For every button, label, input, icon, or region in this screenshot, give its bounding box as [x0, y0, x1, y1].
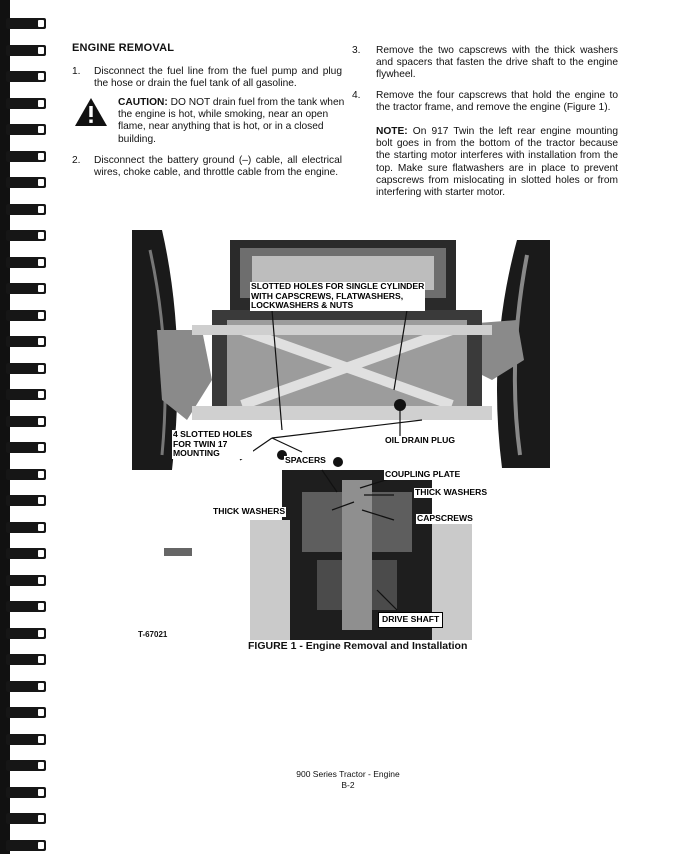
step-text: Remove the two capscrews with the thick washers and spacers that fasten the drive shaft to the engine flywheel. — [376, 45, 618, 81]
engine-photo-figure — [132, 230, 550, 642]
binding-ring — [6, 18, 46, 29]
binding-ring — [6, 734, 46, 745]
label-capscrews: CAPSCREWS — [417, 513, 473, 523]
label-slotted-holes-single: SLOTTED HOLES FOR SINGLE CYLINDER WITH CAPSCREWS, FLATWASHERS, LOCKWASHERS & NUTS — [251, 281, 425, 310]
binding-ring — [6, 575, 46, 586]
step-text: Disconnect the fuel line from the fuel pump and plug the hose or drain the fuel tank of all gasoline. — [94, 66, 342, 90]
binding-ring — [6, 628, 46, 639]
binding-ring — [6, 230, 46, 241]
binding-ring — [6, 124, 46, 135]
binding-ring — [6, 707, 46, 718]
binding-ring — [6, 840, 46, 851]
binding-ring — [6, 151, 46, 162]
caution-text: DO NOT drain fuel from the tank when the engine is hot, while smoking, near an open flame, near anything that is hot, or in a closed building. — [118, 97, 345, 145]
figure-code: T-67021 — [138, 630, 168, 639]
binding-ring — [6, 257, 46, 268]
manual-page — [48, 0, 700, 854]
binding-ring — [6, 787, 46, 798]
footer-title: 900 Series Tractor - Engine — [296, 769, 400, 779]
label-thick-washers-right: THICK WASHERS — [415, 487, 488, 497]
binding-ring — [6, 204, 46, 215]
warning-triangle-icon — [74, 97, 108, 127]
binding-ring — [6, 283, 46, 294]
step-text: Disconnect the battery ground (–) cable, all electrical wires, choke cable, and throttle cable from the engine. — [94, 155, 342, 179]
binding-ring — [6, 654, 46, 665]
binding-ring — [6, 469, 46, 480]
note-label: NOTE: — [376, 126, 408, 137]
step-number: 3. — [352, 45, 361, 56]
binding-ring — [6, 760, 46, 771]
binding-ring — [6, 310, 46, 321]
label-drive-shaft: DRIVE SHAFT — [378, 612, 443, 628]
binding-ring — [6, 416, 46, 427]
binding-ring — [6, 548, 46, 559]
binding-ring — [6, 71, 46, 82]
note-text: On 917 Twin the left rear engine mounting bolt goes in from the bottom of the tractor because the starting motor interferes with installation from the top. Make sure flatwashers are in place to prevent capscrews from mislocating in slotted holes or from interfering with starter motor. — [376, 126, 618, 199]
binding-ring — [6, 363, 46, 374]
label-slotted-holes-twin: 4 SLOTTED HOLES FOR TWIN 17 MOUNTING — [173, 429, 253, 458]
label-thick-washers-left: THICK WASHERS — [213, 506, 286, 516]
binding-ring — [6, 522, 46, 533]
binding-ring — [6, 601, 46, 612]
spiral-binding — [0, 0, 48, 854]
step-number: 2. — [72, 155, 81, 166]
binding-ring — [6, 442, 46, 453]
caution-label: CAUTION: — [118, 97, 168, 108]
binding-ring — [6, 45, 46, 56]
binding-ring — [6, 813, 46, 824]
label-spacers: SPACERS — [285, 455, 326, 465]
binding-ring — [6, 495, 46, 506]
binding-ring — [6, 177, 46, 188]
binding-ring — [6, 336, 46, 347]
binding-ring — [6, 98, 46, 109]
step-number: 1. — [72, 66, 81, 77]
section-heading: ENGINE REMOVAL — [72, 42, 175, 54]
figure-caption: FIGURE 1 - Engine Removal and Installation — [248, 640, 468, 652]
label-coupling-plate: COUPLING PLATE — [385, 469, 461, 479]
binding-ring — [6, 681, 46, 692]
binding-ring — [6, 389, 46, 400]
footer-page-number: B-2 — [341, 780, 355, 790]
step-number: 4. — [352, 90, 361, 101]
step-text: Remove the four capscrews that hold the engine to the tractor frame, and remove the engine (Figure 1). — [376, 90, 618, 114]
label-oil-drain-plug: OIL DRAIN PLUG — [385, 435, 456, 445]
note-block — [376, 126, 618, 199]
